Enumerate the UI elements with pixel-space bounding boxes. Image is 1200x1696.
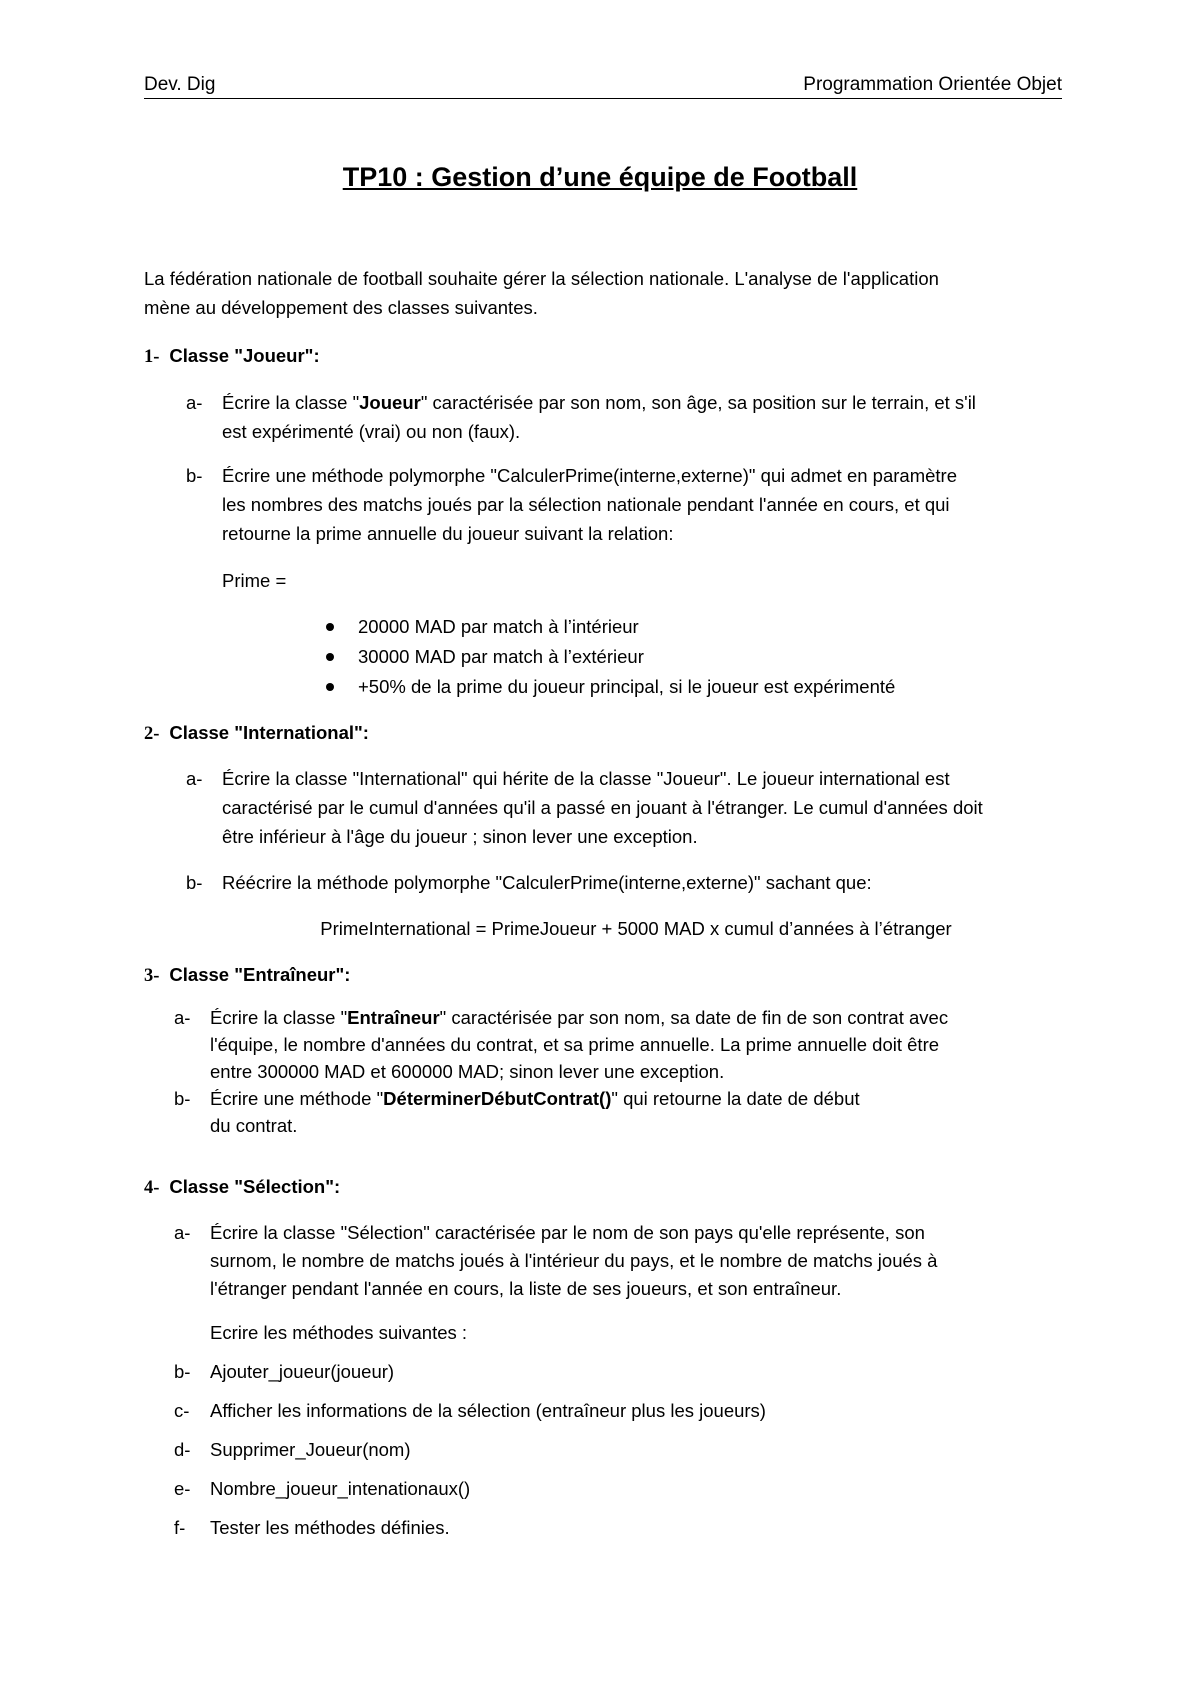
s4-item-e-marker: e-: [174, 1478, 191, 1499]
header-course: Programmation Orientée Objet: [803, 74, 1062, 95]
s3-a-line-3: entre 300000 MAD et 600000 MAD; sinon lever une exception.: [210, 1061, 725, 1082]
s4-a-line-1: Écrire la classe "Sélection" caractérisée par le nom de son pays qu'elle représente, son: [210, 1222, 925, 1243]
s3-b-line-2: du contrat.: [210, 1115, 298, 1136]
section-1-title: Classe "Joueur":: [169, 345, 320, 366]
methods-intro: Ecrire les méthodes suivantes :: [210, 1322, 468, 1343]
s4-item-b-marker: b-: [174, 1361, 191, 1382]
s2-a-line-3: être inférieur à l'âge du joueur ; sinon lever une exception.: [222, 826, 698, 847]
s4-item-b-text: Ajouter_joueur(joueur): [210, 1361, 395, 1382]
s3-b-post: " qui retourne la date de début: [611, 1088, 860, 1109]
s2-b-line-1: Réécrire la méthode polymorphe "CalculerPrime(interne,externe)" sachant que:: [222, 872, 872, 893]
header-author: Dev. Dig: [144, 74, 216, 95]
prime-bullet-3: [358, 672, 895, 701]
document-title: TP10 : Gestion d’une équipe de Football: [342, 162, 858, 192]
prime-bullet-1: [358, 612, 639, 641]
s4-item-d-marker: d-: [174, 1439, 191, 1460]
prime-international-formula: PrimeInternational = PrimeJoueur + 5000 MAD x cumul d’années à l’étranger: [320, 918, 952, 939]
section-1-heading: [144, 341, 320, 372]
s3-b-marker: b-: [174, 1088, 191, 1109]
s4-item-c-text: Afficher les informations de la sélection (entraîneur plus les joueurs): [210, 1400, 766, 1421]
s1-a-post: " caractérisée par son nom, son âge, sa position sur le terrain, et s'il: [420, 392, 976, 413]
prime-label: Prime =: [222, 570, 287, 591]
section-4-title: Classe "Sélection":: [169, 1176, 341, 1197]
s1-a-class-name: Joueur: [359, 392, 421, 413]
s2-b-marker: b-: [186, 872, 203, 893]
s3-a-post: " caractérisée par son nom, sa date de fin de son contrat avec: [439, 1007, 949, 1028]
section-2-number: 2-: [144, 724, 160, 744]
s3-a-pre: Écrire la classe ": [210, 1007, 348, 1028]
section-3-title: Classe "Entraîneur":: [169, 964, 351, 985]
s1-a-pre: Écrire la classe ": [222, 392, 360, 413]
s4-a-marker: a-: [174, 1222, 191, 1243]
s4-item-f-text: Tester les méthodes définies.: [210, 1517, 450, 1538]
section-3-number: 3-: [144, 966, 160, 986]
prime-bullet-1-text: 20000 MAD par match à l’intérieur: [358, 616, 639, 637]
s4-item-c-marker: c-: [174, 1400, 190, 1421]
s1-a-marker: a-: [186, 392, 203, 413]
s3-b-pre: Écrire une méthode ": [210, 1088, 384, 1109]
section-2-title: Classe "International":: [169, 722, 369, 743]
s1-a-line-2: est expérimenté (vrai) ou non (faux).: [222, 421, 521, 442]
s4-a-line-2: surnom, le nombre de matchs joués à l'intérieur du pays, et le nombre de matchs joués à: [210, 1250, 938, 1271]
s3-a-class-name: Entraîneur: [347, 1007, 440, 1028]
s3-a-line-2: l'équipe, le nombre d'années du contrat, et sa prime annuelle. La prime annuelle doit être: [210, 1034, 940, 1055]
section-2-heading: [144, 718, 369, 749]
s1-b-line-1: Écrire une méthode polymorphe "CalculerPrime(interne,externe)" qui admet en paramètre: [222, 465, 957, 486]
s4-item-f-marker: f-: [174, 1517, 186, 1538]
section-3-heading: [144, 960, 350, 991]
s4-item-e-text: Nombre_joueur_intenationaux(): [210, 1478, 471, 1499]
s1-b-line-3: retourne la prime annuelle du joueur suivant la relation:: [222, 523, 674, 544]
s2-a-marker: a-: [186, 768, 203, 789]
s3-a-line-1: [210, 1003, 948, 1032]
bullet-dot-icon: [326, 623, 334, 631]
s3-b-line-1: [210, 1084, 860, 1113]
prime-bullet-2-text: 30000 MAD par match à l’extérieur: [358, 646, 644, 667]
s4-item-d-text: Supprimer_Joueur(nom): [210, 1439, 411, 1460]
s4-a-line-3: l'étranger pendant l'année en cours, la liste de ses joueurs, et son entraîneur.: [210, 1278, 842, 1299]
s2-a-line-1: Écrire la classe "International" qui hérite de la classe "Joueur". Le joueur international est: [222, 768, 950, 789]
prime-bullet-3-text: +50% de la prime du joueur principal, si le joueur est expérimenté: [358, 676, 896, 697]
intro-line-2: mène au développement des classes suivantes.: [144, 297, 538, 318]
intro-line-1: La fédération nationale de football souhaite gérer la sélection nationale. L'analyse de l'application: [144, 268, 939, 289]
s1-b-line-2: les nombres des matchs joués par la sélection nationale pendant l'année en cours, et qui: [222, 494, 950, 515]
prime-bullet-2: [358, 642, 644, 671]
section-1-number: 1-: [144, 347, 160, 367]
section-4-heading: [144, 1172, 340, 1203]
s1-a-line-1: [222, 388, 976, 417]
section-4-number: 4-: [144, 1178, 160, 1198]
s3-a-marker: a-: [174, 1007, 191, 1028]
s1-b-marker: b-: [186, 465, 203, 486]
bullet-dot-icon: [326, 653, 334, 661]
page-header: [144, 72, 1062, 99]
s2-a-line-2: caractérisé par le cumul d'années qu'il a passé en jouant à l'étranger. Le cumul d'années doit: [222, 797, 983, 818]
s3-b-method-name: DéterminerDébutContrat(): [383, 1088, 612, 1109]
bullet-dot-icon: [326, 683, 334, 691]
